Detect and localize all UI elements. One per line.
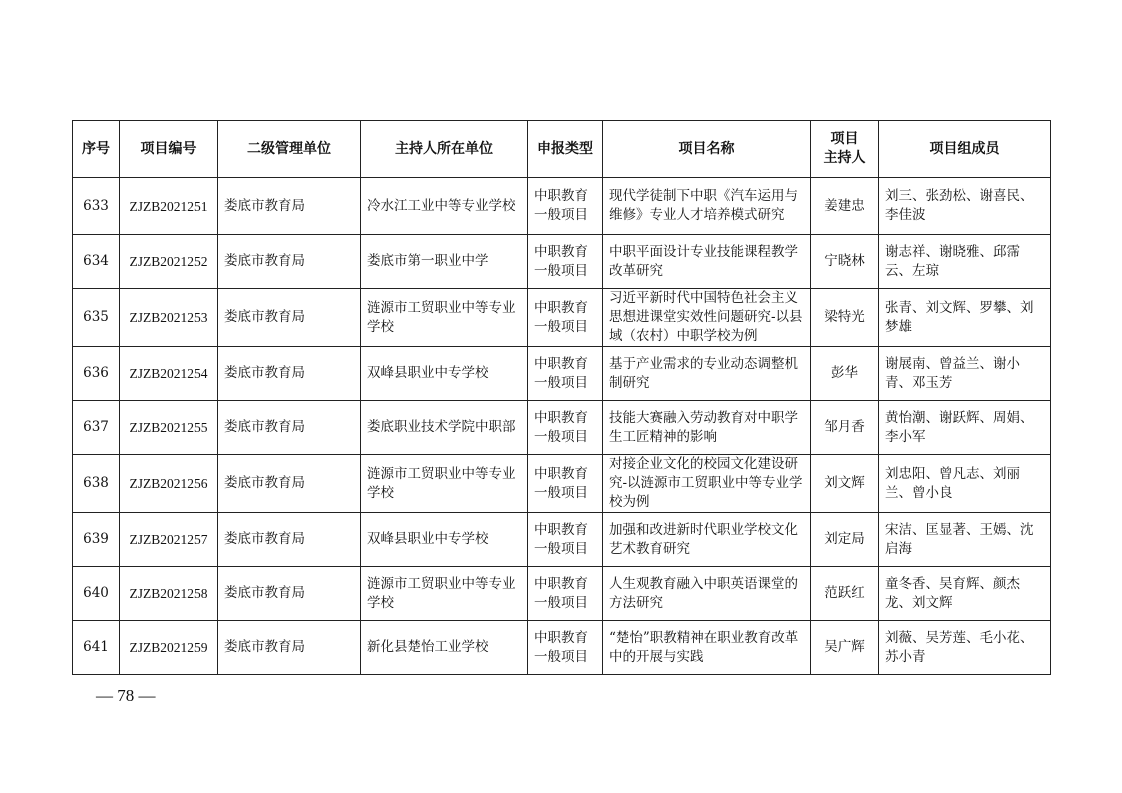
cell-members: 宋洁、匡显著、王嫣、沈启海 — [879, 513, 1051, 567]
cell-seq: 635 — [73, 289, 120, 347]
cell-unit: 娄底市教育局 — [218, 178, 361, 235]
cell-host-unit: 冷水江工业中等专业学校 — [361, 178, 528, 235]
cell-code: ZJZB2021255 — [120, 401, 218, 455]
header-type: 申报类型 — [528, 121, 603, 178]
cell-members: 谢展南、曾益兰、谢小青、邓玉芳 — [879, 347, 1051, 401]
cell-code: ZJZB2021254 — [120, 347, 218, 401]
cell-seq: 638 — [73, 455, 120, 513]
header-members: 项目组成员 — [879, 121, 1051, 178]
cell-name: 基于产业需求的专业动态调整机制研究 — [603, 347, 811, 401]
cell-leader: 邹月香 — [811, 401, 879, 455]
header-leader-line1: 项目 — [830, 131, 859, 147]
cell-name: 加强和改进新时代职业学校文化艺术教育研究 — [603, 513, 811, 567]
cell-seq: 634 — [73, 235, 120, 289]
cell-members: 刘薇、吴芳莲、毛小花、苏小青 — [879, 621, 1051, 675]
cell-host-unit: 涟源市工贸职业中等专业学校 — [361, 455, 528, 513]
cell-code: ZJZB2021256 — [120, 455, 218, 513]
cell-code: ZJZB2021251 — [120, 178, 218, 235]
cell-members: 刘忠阳、曾凡志、刘丽兰、曾小良 — [879, 455, 1051, 513]
header-leader-line2: 主持人 — [823, 150, 866, 166]
cell-code: ZJZB2021259 — [120, 621, 218, 675]
cell-members: 张青、刘文辉、罗攀、刘梦雄 — [879, 289, 1051, 347]
table-row — [73, 235, 1051, 289]
cell-type: 中职教育一般项目 — [528, 178, 603, 235]
cell-unit: 娄底市教育局 — [218, 289, 361, 347]
table-row — [73, 401, 1051, 455]
cell-seq: 636 — [73, 347, 120, 401]
cell-leader: 刘定局 — [811, 513, 879, 567]
table-body — [73, 178, 1051, 675]
cell-host-unit: 双峰县职业中专学校 — [361, 513, 528, 567]
cell-name: 技能大赛融入劳动教育对中职学生工匠精神的影响 — [603, 401, 811, 455]
table-row — [73, 289, 1051, 347]
cell-host-unit: 新化县楚怡工业学校 — [361, 621, 528, 675]
cell-host-unit: 双峰县职业中专学校 — [361, 347, 528, 401]
table-row — [73, 621, 1051, 675]
table-row — [73, 455, 1051, 513]
cell-type: 中职教育一般项目 — [528, 289, 603, 347]
cell-code: ZJZB2021252 — [120, 235, 218, 289]
cell-leader: 梁特光 — [811, 289, 879, 347]
header-unit: 二级管理单位 — [218, 121, 361, 178]
header-leader — [811, 121, 879, 178]
cell-type: 中职教育一般项目 — [528, 235, 603, 289]
cell-name: “楚怡”职教精神在职业教育改革中的开展与实践 — [603, 621, 811, 675]
cell-leader: 刘文辉 — [811, 455, 879, 513]
table-header-row — [73, 121, 1051, 178]
cell-leader: 彭华 — [811, 347, 879, 401]
cell-unit: 娄底市教育局 — [218, 235, 361, 289]
cell-unit: 娄底市教育局 — [218, 567, 361, 621]
cell-leader: 姜建忠 — [811, 178, 879, 235]
table-row — [73, 567, 1051, 621]
cell-members: 谢志祥、谢晓雅、邱霈云、左琼 — [879, 235, 1051, 289]
project-table — [72, 120, 1051, 675]
cell-code: ZJZB2021257 — [120, 513, 218, 567]
cell-unit: 娄底市教育局 — [218, 401, 361, 455]
cell-type: 中职教育一般项目 — [528, 567, 603, 621]
header-code: 项目编号 — [120, 121, 218, 178]
cell-unit: 娄底市教育局 — [218, 455, 361, 513]
page-number: — 78 — — [96, 686, 156, 705]
cell-unit: 娄底市教育局 — [218, 347, 361, 401]
table-row — [73, 178, 1051, 235]
cell-seq: 639 — [73, 513, 120, 567]
cell-type: 中职教育一般项目 — [528, 621, 603, 675]
cell-seq: 633 — [73, 178, 120, 235]
cell-leader: 范跃红 — [811, 567, 879, 621]
cell-code: ZJZB2021258 — [120, 567, 218, 621]
cell-name: 对接企业文化的校园文化建设研究-以涟源市工贸职业中等专业学校为例 — [603, 455, 811, 513]
cell-name: 人生观教育融入中职英语课堂的方法研究 — [603, 567, 811, 621]
cell-seq: 641 — [73, 621, 120, 675]
cell-code: ZJZB2021253 — [120, 289, 218, 347]
cell-type: 中职教育一般项目 — [528, 513, 603, 567]
cell-members: 黄怡潮、谢跃辉、周娟、李小军 — [879, 401, 1051, 455]
header-host-unit: 主持人所在单位 — [361, 121, 528, 178]
header-name: 项目名称 — [603, 121, 811, 178]
cell-seq: 637 — [73, 401, 120, 455]
table-row — [73, 347, 1051, 401]
cell-type: 中职教育一般项目 — [528, 401, 603, 455]
cell-leader: 吴广辉 — [811, 621, 879, 675]
cell-unit: 娄底市教育局 — [218, 513, 361, 567]
cell-members: 童冬香、吴育辉、颜杰龙、刘文辉 — [879, 567, 1051, 621]
cell-leader: 宁晓林 — [811, 235, 879, 289]
cell-host-unit: 涟源市工贸职业中等专业学校 — [361, 567, 528, 621]
table-row — [73, 513, 1051, 567]
cell-unit: 娄底市教育局 — [218, 621, 361, 675]
cell-host-unit: 娄底市第一职业中学 — [361, 235, 528, 289]
header-seq: 序号 — [73, 121, 120, 178]
cell-members: 刘三、张劲松、谢喜民、李佳波 — [879, 178, 1051, 235]
cell-host-unit: 娄底职业技术学院中职部 — [361, 401, 528, 455]
cell-host-unit: 涟源市工贸职业中等专业学校 — [361, 289, 528, 347]
cell-type: 中职教育一般项目 — [528, 347, 603, 401]
project-table-container — [72, 120, 1050, 675]
cell-type: 中职教育一般项目 — [528, 455, 603, 513]
cell-name: 中职平面设计专业技能课程教学改革研究 — [603, 235, 811, 289]
cell-name: 习近平新时代中国特色社会主义思想进课堂实效性问题研究-以县域（农村）中职学校为例 — [603, 289, 811, 347]
cell-seq: 640 — [73, 567, 120, 621]
cell-name: 现代学徒制下中职《汽车运用与维修》专业人才培养模式研究 — [603, 178, 811, 235]
